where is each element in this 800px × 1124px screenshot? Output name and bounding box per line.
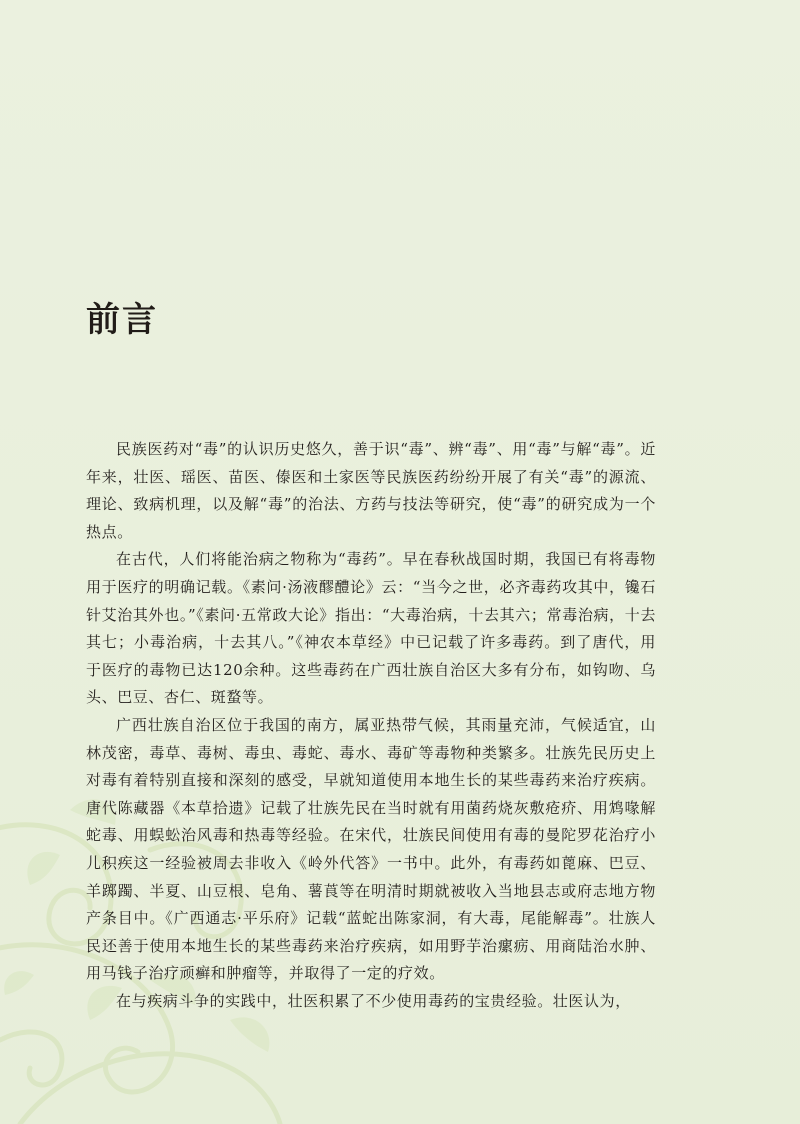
paragraph: 广西壮族自治区位于我国的南方，属亚热带气候，其雨量充沛，气候适宜，山林茂密，毒草、毒树、毒虫、毒蛇、毒水、毒矿等毒物种类繁多。壮族先民历史上对毒有着特别直接和深刻的感受，早就知道使用本地生长的某些毒药来治疗疾病。唐代陈藏器《本草拾遗》记载了壮族先民在当时就有用菌药烧灰敷疮疥、用鸩喙解蛇毒、用蜈蚣治风毒和热毒等经验。在宋代，壮族民间使用有毒的曼陀罗花治疗小儿积疾这一经验被周去非收入《岭外代答》一书中。此外，有毒药如蓖麻、巴豆、羊踯躅、半夏、山豆根、皂角、薯莨等在明清时期就被收入当地县志或府志地方物产条目中。《广西通志·平乐府》记载“蓝蛇出陈家洞，有大毒，尾能解毒”。壮族人民还善于使用本地生长的某些毒药来治疗疾病，如用野芋治瘰疬、用商陆治水肿、用马钱子治疗顽癣和肿瘤等，并取得了一定的疗效。 <box>86 715 656 983</box>
paragraph: 在古代，人们将能治病之物称为“毒药”。早在春秋战国时期，我国已有将毒物用于医疗的明确记载。《素问·汤液醪醴论》云：“当今之世，必齐毒药攻其中，镵石针艾治其外也。”《素问·五常政大论》指出：“大毒治病，十去其六；常毒治病，十去其七；小毒治病，十去其八。”《神农本草经》中已记载了许多毒药。到了唐代，用于医疗的毒物已达120余种。这些毒药在广西壮族自治区大多有分布，如钩吻、乌头、巴豆、杏仁、斑蝥等。 <box>86 550 656 707</box>
paragraph: 民族医药对“毒”的认识历史悠久，善于识“毒”、辨“毒”、用“毒”与解“毒”。近年来，壮医、瑶医、苗医、傣医和土家医等民族医药纷纷开展了有关“毒”的源流、理论、致病机理，以及解“毒”的治法、方药与技法等研究，使“毒”的研究成为一个热点。 <box>86 440 656 541</box>
paragraph: 在与疾病斗争的实践中，壮医积累了不少使用毒药的宝贵经验。壮医认为， <box>116 991 631 1010</box>
preface-body <box>86 436 656 1015</box>
page-title: 前言 <box>86 300 158 340</box>
